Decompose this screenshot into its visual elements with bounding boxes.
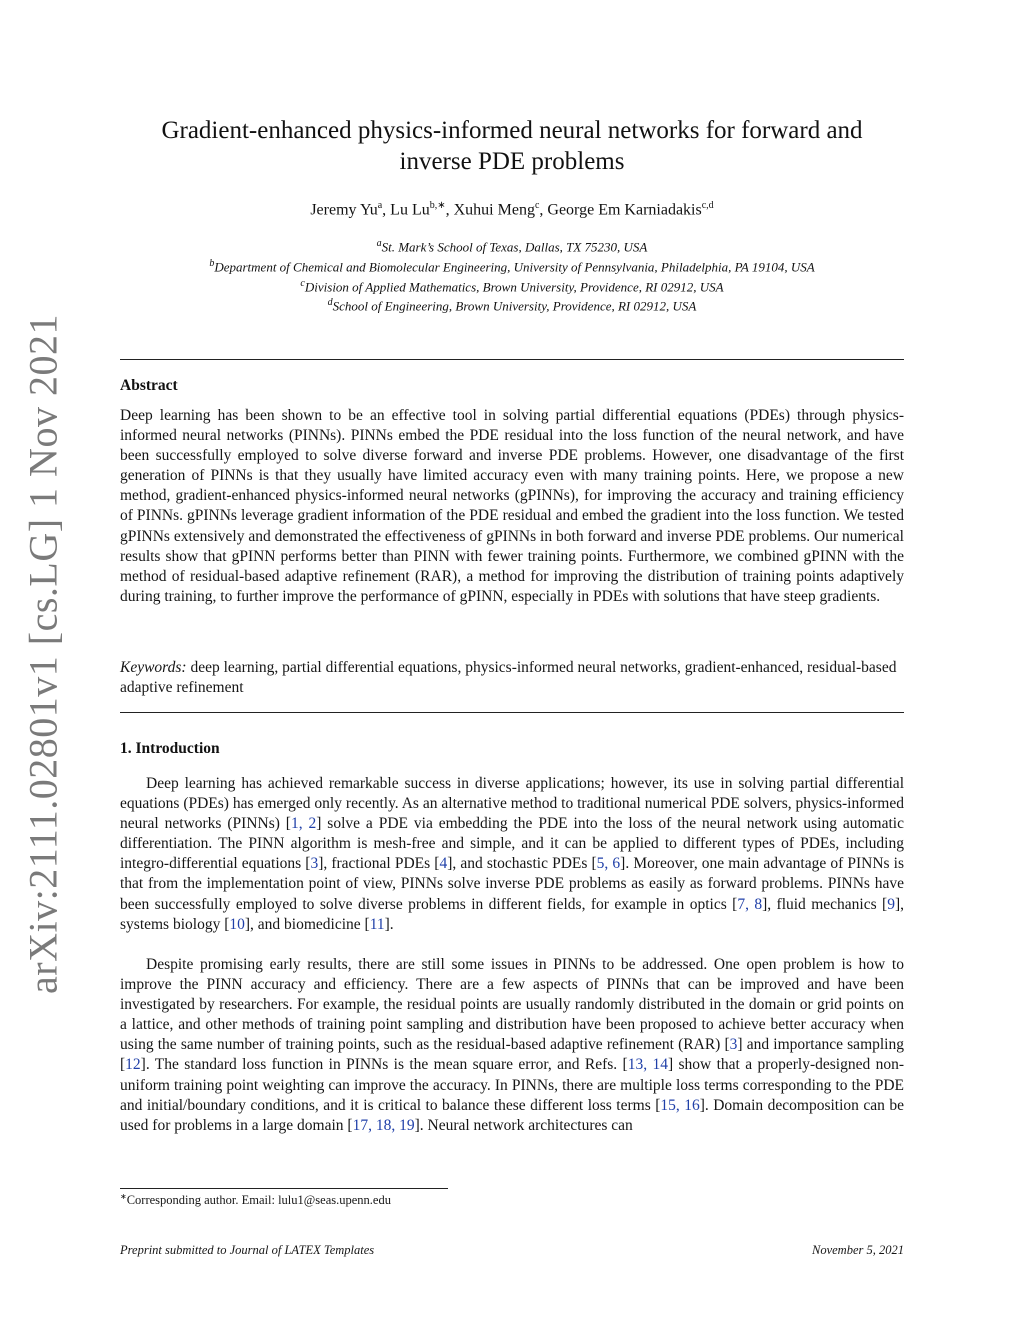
citation-link[interactable]: 5, 6: [596, 855, 621, 873]
affiliation: $^b$Department of Chemical and Biomolecular Engineering, University of Pennsylvania, Philadelphia, PA 19104, USA: [209, 257, 815, 275]
footnote-rule: [120, 1188, 448, 1189]
citation-link[interactable]: 7, 8: [737, 895, 763, 913]
author-name: Xuhui Meng: [453, 201, 535, 219]
citation-link[interactable]: 11: [369, 915, 385, 933]
intro-paragraph-2: Despite promising early results, there are still some issues in PINNs to be addressed. One open problem is how to improve the PINN accuracy and efficiency. There are a few aspects of PINNs that can be improved and have been investigated by researchers. For example, the residual points are usually randomly distributed in the domain or grid points on a lattice, and other methods of training point sampling and distribution have been proposed to achieve better accuracy when using the same number of training points, such as the residual-based adaptive refinement (RAR) [3] and importance sampling [12]. The standard loss function in PINNs is the mean square error, and Refs. [13, 14] show that a properly-designed non-uniform training point weighting can improve the accuracy. In PINNs, there are multiple loss terms corresponding to the PDE and initial/boundary conditions, and it is critical to balance these different loss terms [15, 16]. Domain decomposition can be used for problems in a large domain [17, 18, 19]. Neural network architectures can: [120, 956, 905, 1134]
affiliation: $^d$School of Engineering, Brown University, Providence, RI 02912, USA: [327, 297, 697, 314]
author-name: Lu Lu: [390, 201, 430, 219]
author-mark: a: [377, 200, 383, 211]
paper-title: [120, 115, 904, 177]
citation-link[interactable]: 3: [729, 1036, 738, 1054]
citation-link[interactable]: 3: [310, 855, 319, 873]
keywords: [120, 658, 904, 698]
abstract-bottom-rule: [120, 712, 904, 713]
affiliation: $^c$Division of Applied Mathematics, Brown University, Providence, RI 02912, USA: [300, 277, 724, 294]
arxiv-sidebar: [4, 314, 82, 994]
author-mark: c: [534, 200, 540, 211]
footer-journal: Preprint submitted to Journal of LATEX Templates: [120, 1243, 375, 1257]
affiliation: $^a$St. Mark’s School of Texas, Dallas, TX 75230, USA: [376, 238, 648, 255]
title-line-2: inverse PDE problems: [399, 148, 625, 175]
author-name: Jeremy Yu: [310, 201, 378, 219]
author-name: George Em Karniadakis: [547, 201, 702, 219]
footnote: [120, 1192, 391, 1208]
citation-link[interactable]: 15, 16: [660, 1096, 700, 1114]
arxiv-identifier: arXiv:2111.02801v1 [cs.LG] 1 Nov 2021: [20, 314, 66, 994]
intro-paragraph-1: Deep learning has achieved remarkable success in diverse applications; however, its use in solving partial differential equations (PDEs) has emerged only recently. As an alternative method to traditional numerical PDE solvers, physics-informed neural networks (PINNs) [1, 2] solve a PDE via embedding the PDE into the loss of the neural network using automatic differentiation. The PINN algorithm is mesh-free and simple, and it can be applied to different types of PDEs, including integro-differential equations [3], fractional PDEs [4], and stochastic PDEs [5, 6]. Moreover, one main advantage of PINNs is that from the implementation point of view, PINNs solve inverse PDE problems as easily as forward problems. PINNs have been successfully employed to solve diverse problems in different fields, for example in optics [7, 8], fluid mechanics [9], systems biology [10], and biomedicine [11].: [120, 775, 905, 933]
citation-link[interactable]: 17, 18, 19: [352, 1116, 415, 1134]
citation-link[interactable]: 13, 14: [627, 1056, 668, 1074]
keywords-label: Keywords:: [120, 659, 187, 676]
footnote-text: Corresponding author. Email: lulu1@seas.upenn.edu: [126, 1193, 391, 1208]
citation-link[interactable]: 10: [229, 915, 245, 933]
citation-link[interactable]: 12: [125, 1056, 141, 1074]
abstract-text: Deep learning has been shown to be an effective tool in solving partial differential equations (PDEs) through physics-informed neural networks (PINNs). PINNs embed the PDE residual into the loss function of the neural network, and have been successfully employed to solve diverse forward and inverse PDE problems. However, one disadvantage of the first generation of PINNs is that they usually have limited accuracy even with many training points. Here, we propose a new method, gradient-enhanced physics-informed neural networks (gPINNs), for improving the accuracy and training efficiency of PINNs. gPINNs leverage gradient information of the PDE residual and embed the gradient into the loss function. We tested gPINNs extensively and demonstrated the effectiveness of gPINNs in both forward and inverse PDE problems. Our numerical results show that gPINN performs better than PINN with fewer training points. Furthermore, we combined gPINN with the method of residual-based adaptive refinement (RAR), a method for improving the distribution of training points adaptively during training, to further improve the performance of gPINN, especially in PDEs with solutions that have steep gradients.: [120, 407, 904, 605]
citation-link[interactable]: 4: [439, 855, 448, 873]
footnote-mark: ∗: [120, 1192, 127, 1201]
affiliations: [120, 236, 904, 315]
footer-date: November 5, 2021: [812, 1243, 904, 1257]
title-line-1: Gradient-enhanced physics-informed neural networks for forward and: [161, 117, 863, 144]
author-mark: b,∗: [429, 200, 446, 211]
abstract-heading: Abstract: [120, 377, 178, 394]
author-mark: c,d: [701, 200, 714, 211]
author-list: Jeremy Yu$^a$, Lu $Lu^{b,∗}$, Xuhui Meng$^c$, George Em Karniadakis$^{c,d}$: [310, 200, 714, 219]
citation-link[interactable]: 9: [887, 895, 895, 913]
abstract-top-rule: [120, 359, 904, 360]
section-heading-introduction: 1. Introduction: [120, 740, 220, 757]
citation-link[interactable]: 1, 2: [290, 815, 317, 833]
keywords-text: deep learning, partial differential equations, physics-informed neural networks, gradient-enhanced, residual-based adaptive refinement: [120, 659, 897, 697]
